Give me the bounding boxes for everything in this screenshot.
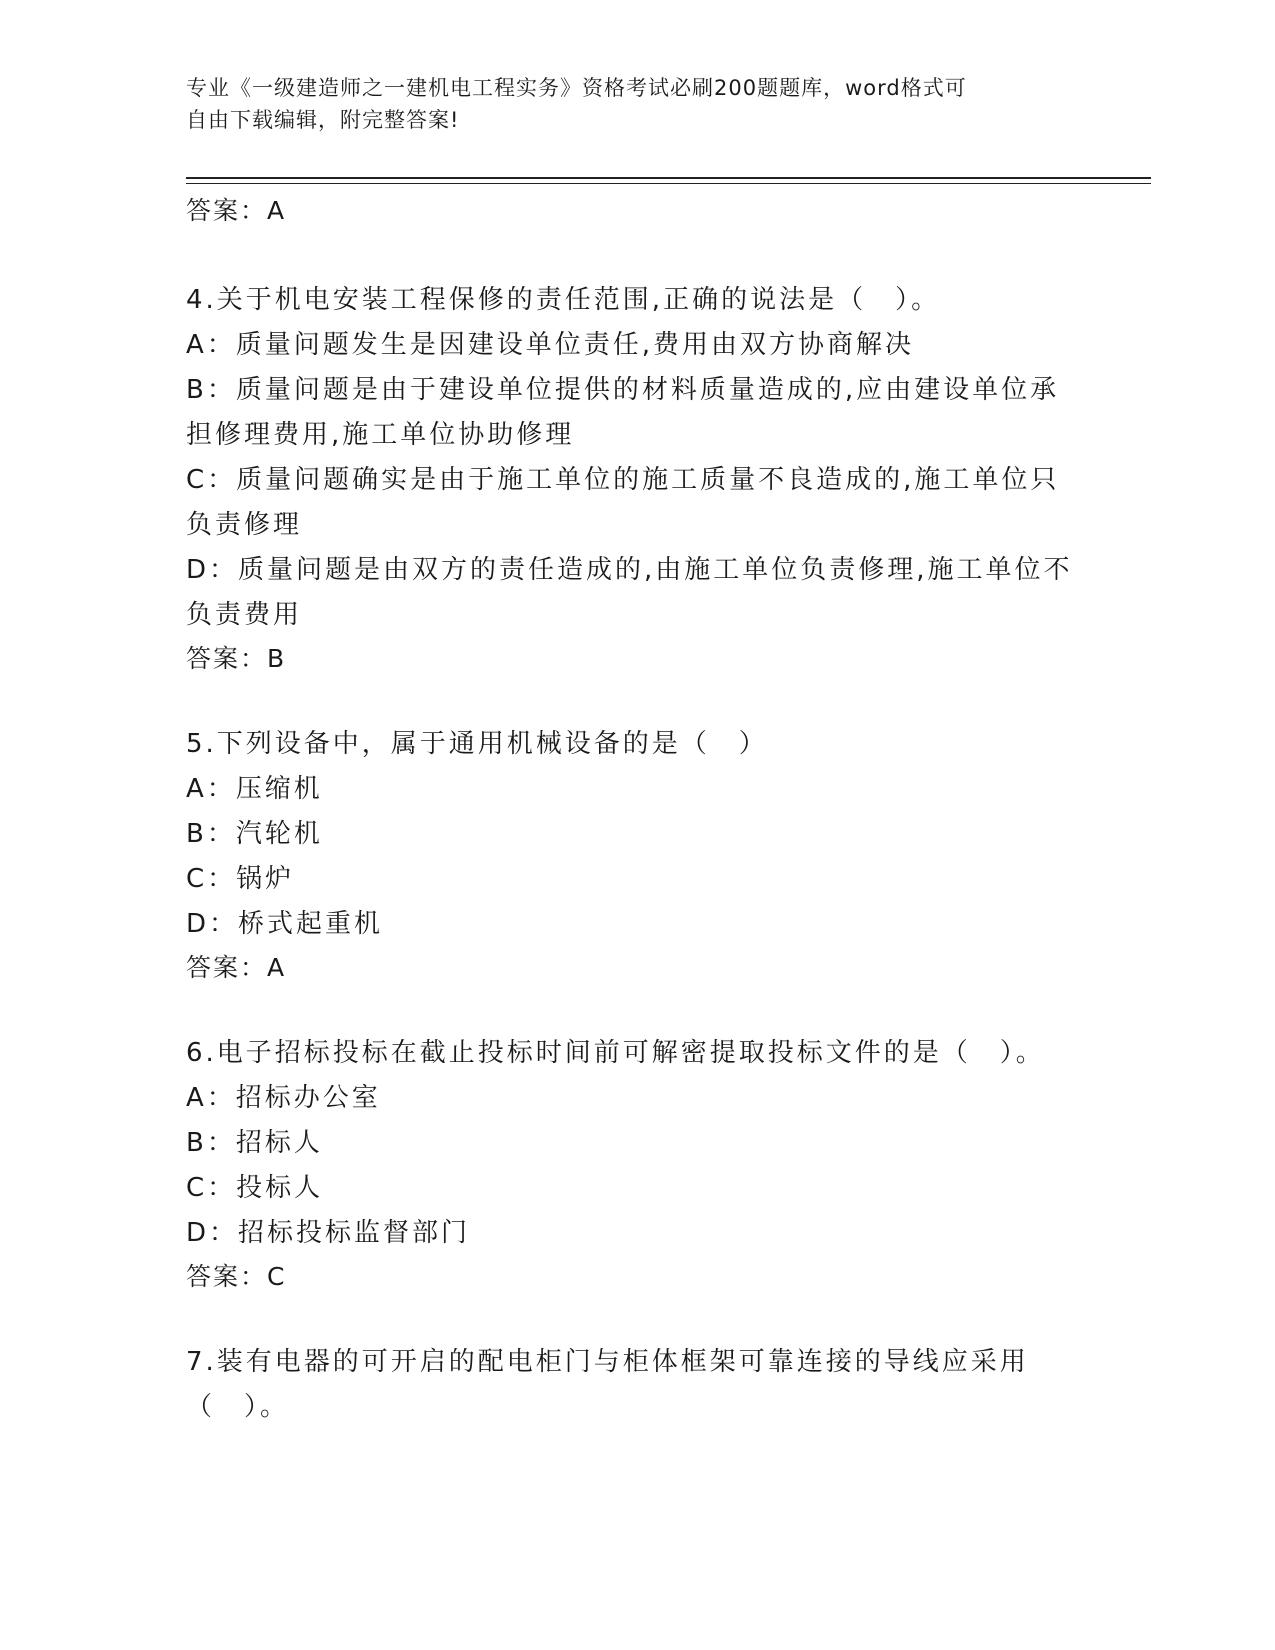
question-text: 5.下列设备中，属于通用机械设备的是（ ） — [186, 729, 768, 759]
question-item — [186, 1340, 1086, 1430]
header-divider-thin — [186, 183, 1151, 184]
answer-line: 答案：C — [186, 1262, 287, 1291]
question-option: B：招标人 — [186, 1128, 323, 1158]
questions-content — [186, 190, 1086, 1430]
question-item — [186, 1031, 1086, 1298]
question-option: D：质量问题是由双方的责任造成的,由施工单位负责修理,施工单位不负责费用 — [186, 555, 1073, 630]
question-option: D：招标投标监督部门 — [186, 1218, 471, 1248]
question-option: B：质量问题是由于建设单位提供的材料质量造成的,应由建设单位承担修理费用,施工单位协助修理 — [186, 375, 1060, 450]
question-option: A：招标办公室 — [186, 1083, 381, 1113]
question-text: 4.关于机电安装工程保修的责任范围,正确的说法是（ ）。 — [186, 285, 941, 315]
question-text: 7.装有电器的可开启的配电柜门与柜体框架可靠连接的导线应采用（ ）。 — [186, 1347, 1029, 1422]
answer-line: 答案：A — [186, 953, 287, 982]
answer-line: 答案：B — [186, 644, 287, 673]
header-divider-thick — [186, 177, 1151, 179]
document-header — [186, 72, 1066, 136]
question-option: B：汽轮机 — [186, 819, 323, 849]
question-option: D：桥式起重机 — [186, 909, 384, 939]
header-title-line-1: 专业《一级建造师之一建机电工程实务》资格考试必刷200题题库，word格式可 — [186, 76, 967, 100]
header-title-line-2: 自由下载编辑，附完整答案! — [186, 108, 460, 132]
question-option: C：质量问题确实是由于施工单位的施工质量不良造成的,施工单位只负责修理 — [186, 465, 1060, 540]
answer-line: 答案：A — [186, 196, 287, 225]
question-option: A：质量问题发生是因建设单位责任,费用由双方协商解决 — [186, 330, 915, 360]
question-option: C：投标人 — [186, 1173, 324, 1203]
question-text: 6.电子招标投标在截止投标时间前可解密提取投标文件的是（ ）。 — [186, 1038, 1045, 1068]
question-item — [186, 278, 1086, 680]
question-option: A：压缩机 — [186, 774, 323, 804]
question-item — [186, 722, 1086, 989]
question-option: C：锅炉 — [186, 864, 295, 894]
